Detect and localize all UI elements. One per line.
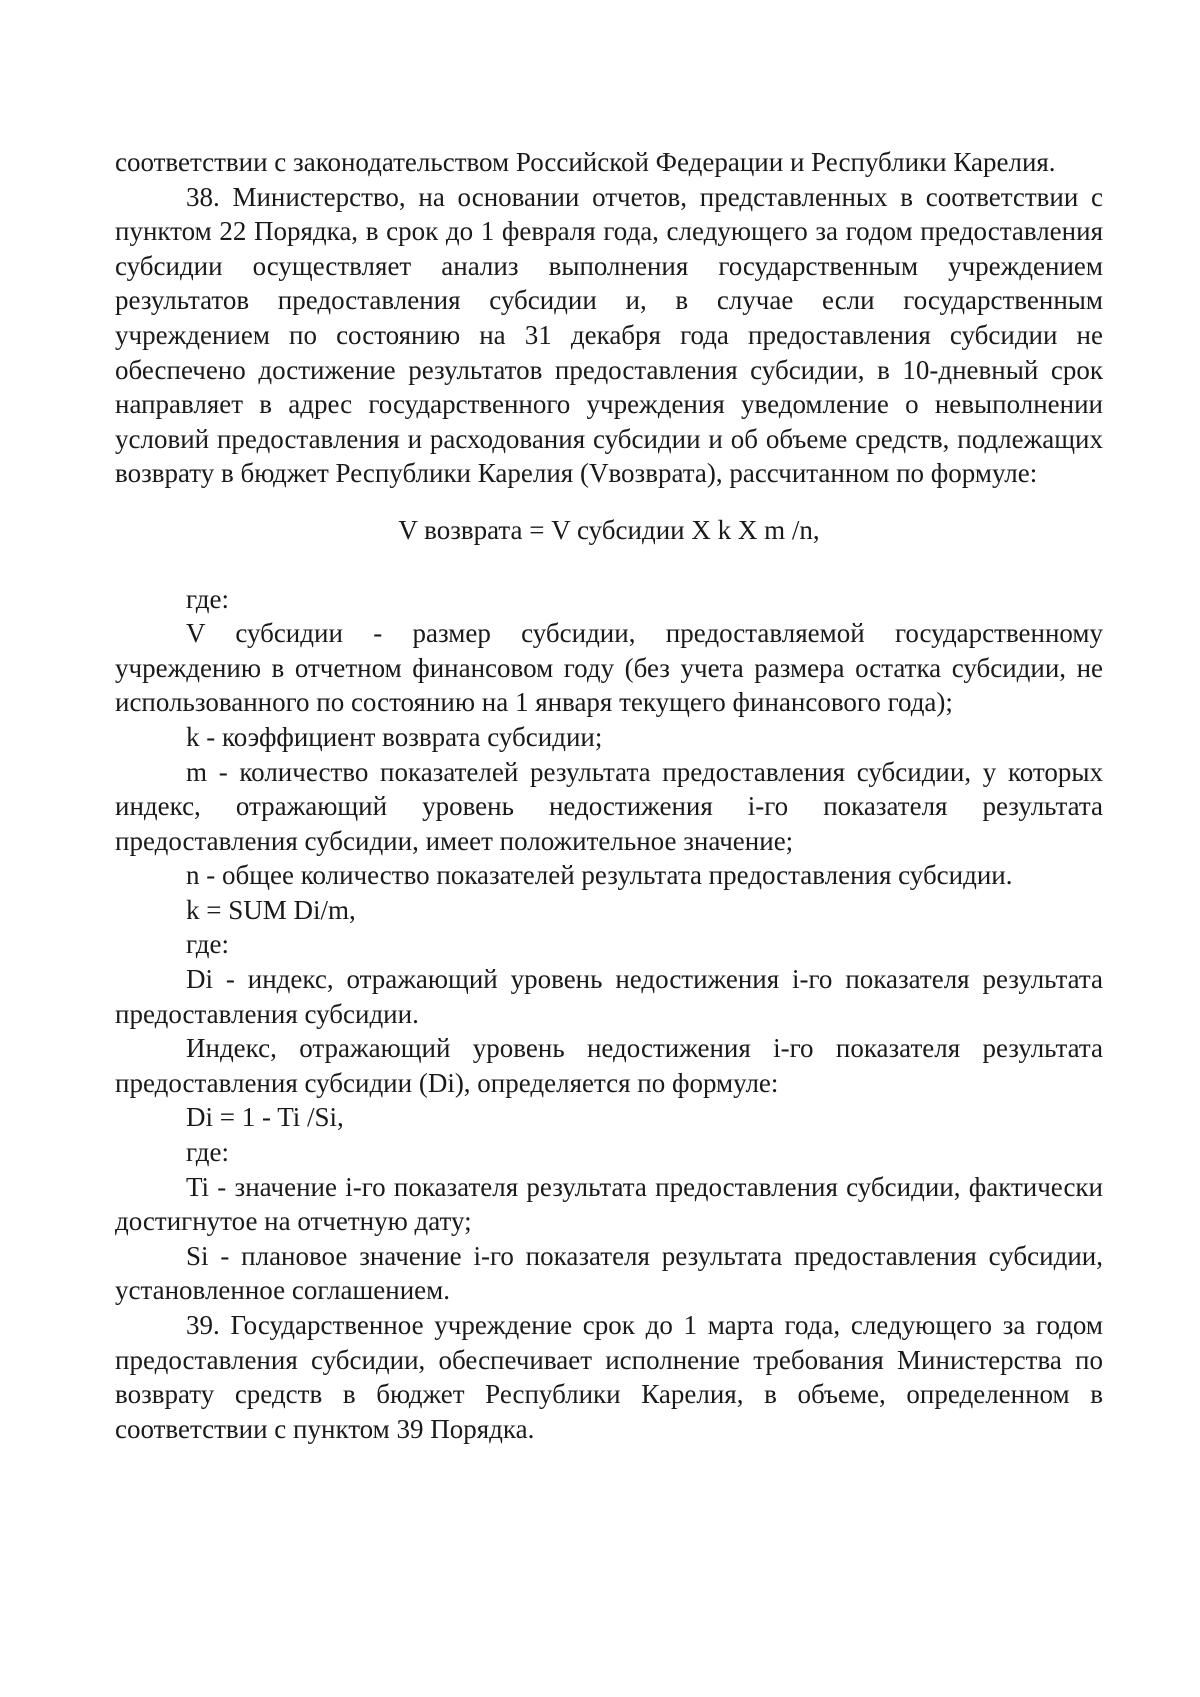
paragraph-38: 38. Министерство, на основании отчетов, представленных в соответствии с пунктом 22 Порядка, в срок до 1 февраля года, следующего за годом предоставления субсидии осуществляет анализ выполнения государственным учреждением результатов предоставления субсидии и, в случае если государственным учреждением по состоянию на 31 декабря года предоставления субсидии не обеспечено достижение результатов предоставления субсидии, в 10-дневный срок направляет в адрес государственного учреждения уведомление о невыполнении условий предоставления и расходования субсидии и об объеме средств, подлежащих возврату в бюджет Республики Карелия (Vвозврата), рассчитанном по формуле: (115, 181, 1103, 489)
where-label-2: где: (186, 929, 229, 960)
definition-k: k - коэффициент возврата субсидии; (186, 721, 603, 752)
definition-ti: Ti - значение i-го показателя результата предоставления субсидии, фактически достигнутое на отчетную дату; (115, 1171, 1103, 1237)
paragraph-continuation: соответствии с законодательством Российской Федерации и Республики Карелия. (115, 147, 1056, 177)
document-body (115, 145, 1103, 1446)
formula-k: k = SUM Di/m, (186, 894, 356, 925)
formula-v-return: V возврата = V субсидии X k X m /n, (398, 514, 820, 545)
definition-m: m - количество показателей результата предоставления субсидии, у которых индекс, отражающий уровень недостижения i-го показателя результата предоставления субсидии, имеет положительное значение; (115, 756, 1103, 856)
formula-di: Di = 1 - Ti /Si, (186, 1102, 344, 1133)
definition-si: Si - плановое значение i-го показателя результата предоставления субсидии, установленное соглашением. (115, 1240, 1103, 1306)
definition-n: n - общее количество показателей результата предоставления субсидии. (186, 860, 1013, 891)
paragraph-index-formula: Индекс, отражающий уровень недостижения i-го показателя результата предоставления субсидии (Di), определяется по формуле: (115, 1033, 1103, 1098)
definition-v-subsidy: V субсидии - размер субсидии, предоставляемой государственному учреждению в отчетном финансовом году (без учета размера остатка субсидии, не использованного по состоянию на 1 января текущего финансового года); (115, 618, 1103, 718)
paragraph-39: 39. Государственное учреждение срок до 1 марта года, следующего за годом предоставления субсидии, обеспечивает исполнение требования Министерства по возврату средств в бюджет Республики Карелия, в объеме, определенном в соответствии с пунктом 39 Порядка. (115, 1310, 1103, 1444)
where-label-3: где: (186, 1137, 229, 1168)
where-label-1: где: (186, 583, 229, 614)
definition-di: Di - индекс, отражающий уровень недостижения i-го показателя результата предоставления субсидии. (115, 964, 1103, 1029)
